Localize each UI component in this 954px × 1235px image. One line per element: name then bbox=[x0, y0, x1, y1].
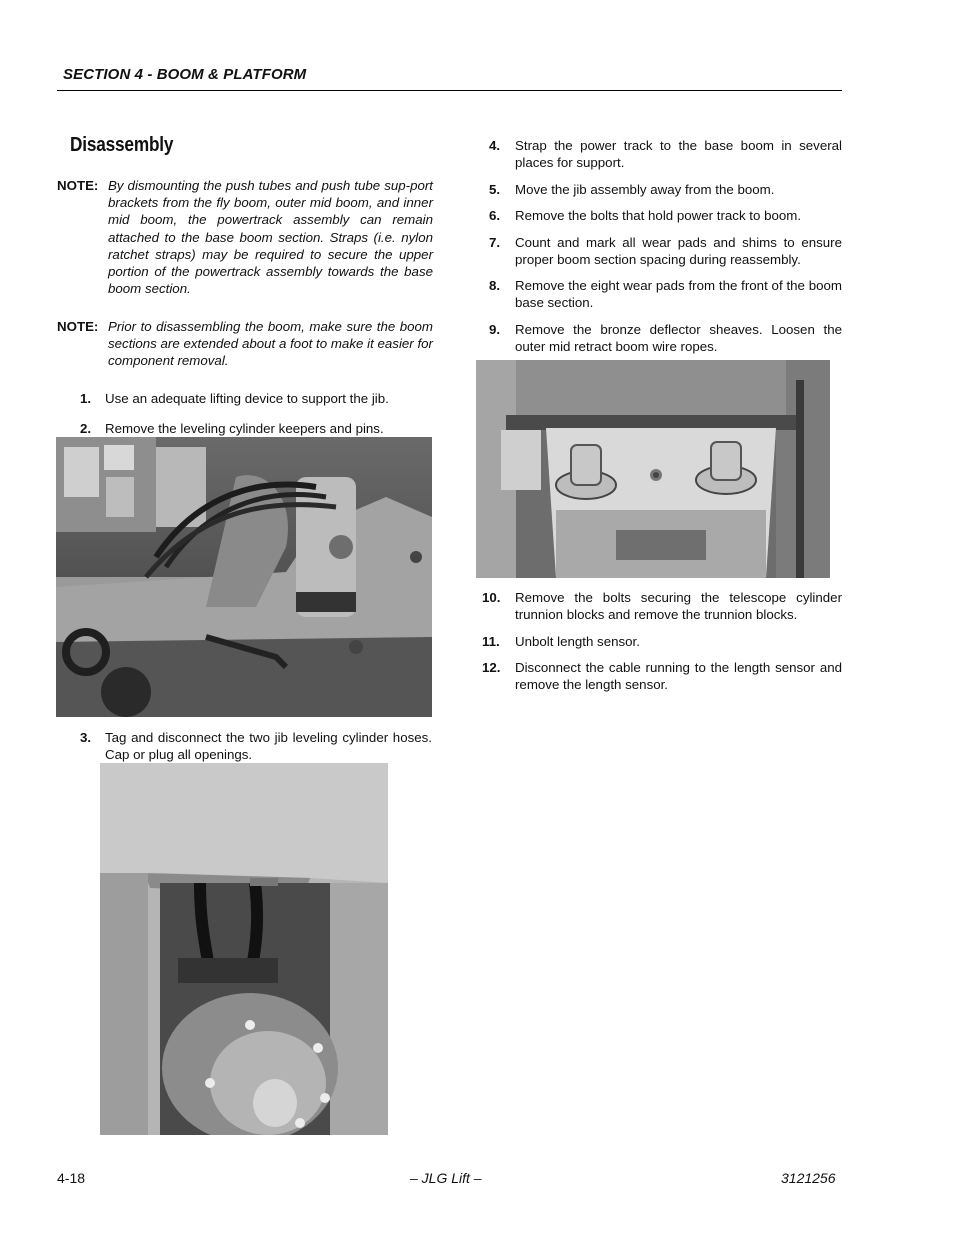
step-9 bbox=[489, 321, 842, 357]
step-6 bbox=[489, 207, 842, 225]
note-label: NOTE: bbox=[57, 178, 99, 193]
step-number: 6. bbox=[489, 208, 501, 223]
step-text: Use an adequate lifting device to support the jib. bbox=[105, 391, 389, 406]
step-text: Remove the bronze deflector sheaves. Loosen the outer mid retract boom wire ropes. bbox=[515, 322, 842, 355]
step-number: 10. bbox=[482, 590, 501, 605]
footer-center: – JLG Lift – bbox=[410, 1170, 482, 1186]
step-text: Remove the leveling cylinder keepers and pins. bbox=[105, 421, 384, 436]
step-4 bbox=[489, 137, 842, 173]
header-rule bbox=[57, 90, 842, 91]
note-1 bbox=[57, 177, 433, 297]
step-1 bbox=[80, 390, 432, 408]
step-text: Unbolt length sensor. bbox=[515, 634, 640, 649]
step-number: 4. bbox=[489, 138, 501, 153]
step-3 bbox=[80, 729, 432, 765]
photo-trunnion-blocks bbox=[476, 360, 830, 578]
step-text: Remove the bolts securing the telescope cylinder trunnion blocks and remove the trunnion blocks. bbox=[515, 590, 842, 623]
step-7 bbox=[489, 234, 842, 270]
step-text: Strap the power track to the base boom in several places for support. bbox=[515, 138, 842, 171]
step-2 bbox=[80, 420, 432, 438]
note-label: NOTE: bbox=[57, 319, 99, 334]
step-number: 3. bbox=[80, 730, 92, 745]
step-number: 12. bbox=[482, 660, 501, 675]
step-number: 7. bbox=[489, 235, 501, 250]
step-12 bbox=[482, 659, 842, 695]
step-5 bbox=[489, 181, 842, 199]
step-text: Count and mark all wear pads and shims to ensure proper boom section spacing during reassembly. bbox=[515, 235, 842, 268]
step-text: Disconnect the cable running to the length sensor and remove the length sensor. bbox=[515, 660, 842, 693]
step-number: 1. bbox=[80, 391, 92, 406]
photo-leveling-cylinder bbox=[56, 437, 432, 717]
section-header: SECTION 4 - BOOM & PLATFORM bbox=[63, 66, 307, 83]
step-number: 5. bbox=[489, 182, 501, 197]
document-number: 3121256 bbox=[781, 1170, 836, 1186]
step-text: Tag and disconnect the two jib leveling cylinder hoses. Cap or plug all openings. bbox=[105, 730, 432, 763]
step-number: 8. bbox=[489, 278, 501, 293]
note-text: Prior to disassembling the boom, make sure the boom sections are extended about a foot to make it easier for component removal. bbox=[108, 319, 433, 369]
step-text: Move the jib assembly away from the boom. bbox=[515, 182, 775, 197]
photo-jib-cylinder-hoses bbox=[100, 763, 388, 1135]
step-number: 2. bbox=[80, 421, 92, 436]
step-number: 11. bbox=[482, 634, 500, 649]
step-10 bbox=[482, 589, 842, 625]
page-heading: Disassembly bbox=[70, 134, 174, 156]
step-text: Remove the bolts that hold power track to boom. bbox=[515, 208, 802, 223]
step-number: 9. bbox=[489, 322, 501, 337]
note-2 bbox=[57, 318, 433, 370]
note-text: By dismounting the push tubes and push tube sup-port brackets from the fly boom, outer mid boom, and inner mid boom, the powertrack assembly can remain attached to the base boom section. Straps (i.e. nylon ratchet straps) may be required to secure the upper portion of the powertrack assembly towards the base boom section. bbox=[108, 178, 433, 297]
step-text: Remove the eight wear pads from the front of the boom base section. bbox=[515, 278, 842, 311]
step-8 bbox=[489, 277, 842, 313]
step-11 bbox=[482, 633, 842, 651]
page-number: 4-18 bbox=[57, 1170, 86, 1186]
